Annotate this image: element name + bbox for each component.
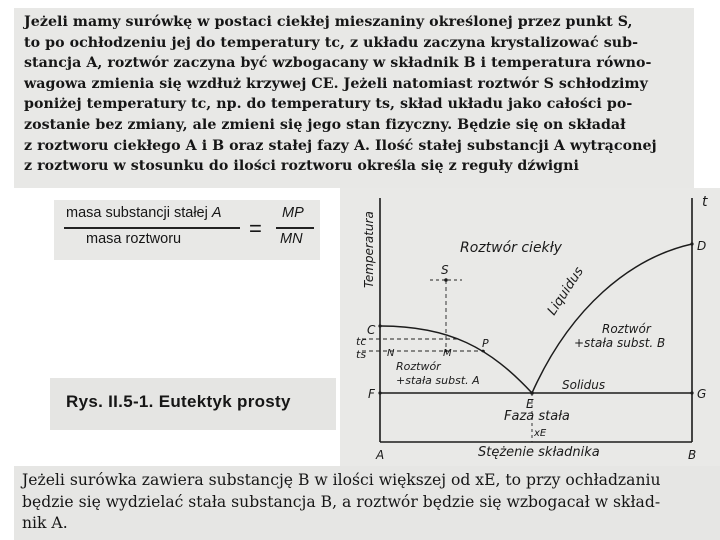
point-e-dot <box>530 391 534 395</box>
point-g-dot <box>690 391 693 394</box>
top-line-5: poniżej temperatury tc, np. do temperatury ts, skład układu jako całości po- <box>24 96 633 113</box>
top-line-6: zostanie bez zmiany, ale zmieni się jego stan fizyczny. Będzie się on składał <box>24 116 626 133</box>
axis-x-label: Stężenie składnika <box>478 445 600 460</box>
region-right-label-2: +stała subst. B <box>574 336 666 350</box>
region-right-label-1: Roztwór <box>602 322 651 336</box>
top-line-3: stancja A, roztwór zaczyna być wzbogacany w składnik B i temperatura równo- <box>24 55 652 72</box>
point-c-label: C <box>367 323 376 337</box>
point-c-dot <box>378 324 381 327</box>
corner-b-label: B <box>688 448 697 462</box>
bottom-line-2: będzie się wydzielać stała substancja B, a roztwór będzie się wzbogacał w skład- <box>22 492 661 511</box>
phase-diagram <box>340 188 720 466</box>
point-s-dot <box>444 278 448 282</box>
bottom-line-3: nik A. <box>22 514 68 532</box>
top-line-1: Jeżeli mamy surówkę w postaci ciekłej mieszaniny określonej przez punkt S, <box>24 14 633 30</box>
figure-caption: Rys. II.5-1. Eutektyk prosty <box>66 392 291 411</box>
point-d-dot <box>690 242 693 245</box>
tick-ts-label: ts <box>356 348 367 361</box>
region-solid-label: Faza stała <box>504 409 570 424</box>
top-line-4: wagowa zmienia się wzdłuż krzywej CE. Jeżeli natomiast roztwór S schłodzimy <box>24 75 648 92</box>
formula-equals-sign: = <box>249 216 262 241</box>
point-d-label: D <box>697 239 707 253</box>
point-p-label: P <box>482 337 489 350</box>
point-f-label: F <box>368 387 375 401</box>
point-g-label: G <box>697 387 707 401</box>
lever-rule-formula <box>54 200 320 260</box>
formula-numerator-var: A <box>211 205 222 221</box>
liquidus-label: Liquidus <box>544 264 587 319</box>
region-left-label-2: +stała subst. A <box>396 374 480 387</box>
top-paragraph <box>24 12 686 177</box>
axis-y-label: Temperatura <box>362 211 376 288</box>
liquidus-curve-ed <box>532 244 692 393</box>
top-line-8: z roztworu w stosunku do ilości roztworu określa się z reguły dźwigni <box>24 158 579 175</box>
point-f-dot <box>378 391 381 394</box>
axis-t-label: t <box>702 194 708 210</box>
point-p-dot <box>482 350 485 353</box>
bottom-text-block <box>14 466 720 540</box>
formula-numerator-text: masa substancji stałej <box>66 205 208 221</box>
formula-mp: MP <box>282 205 304 221</box>
top-text-block <box>14 8 694 188</box>
formula-mn: MN <box>280 231 303 247</box>
figure-caption-block <box>50 378 336 430</box>
phase-diagram-svg <box>340 188 720 466</box>
tick-xe-label: xE <box>534 428 547 439</box>
region-left-label-1: Roztwór <box>396 360 441 373</box>
point-m-label: M <box>443 348 452 359</box>
bottom-paragraph <box>22 470 712 535</box>
tick-tc-label: tc <box>356 335 367 348</box>
solidus-label: Solidus <box>562 378 606 392</box>
top-line-2: to po ochłodzeniu jej do temperatury tc, z układu zaczyna krystalizować sub- <box>24 34 639 51</box>
formula-numerator <box>66 205 222 221</box>
formula-right-fraction-bar <box>276 227 314 229</box>
formula-denominator: masa roztworu <box>86 231 182 247</box>
formula-left-fraction-bar <box>64 227 240 229</box>
region-liquid-label: Roztwór ciekły <box>460 240 562 256</box>
point-e-label: E <box>526 397 534 411</box>
point-n-label: N <box>387 348 395 359</box>
bottom-line-1: Jeżeli surówka zawiera substancję B w ilości większej od xE, to przy ochładzaniu <box>22 471 661 489</box>
point-s-label: S <box>441 263 449 277</box>
top-line-7: z roztworu ciekłego A i B oraz stałej fazy A. Ilość stałej substancji A wytrąconej <box>24 137 657 154</box>
corner-a-label: A <box>376 448 385 462</box>
